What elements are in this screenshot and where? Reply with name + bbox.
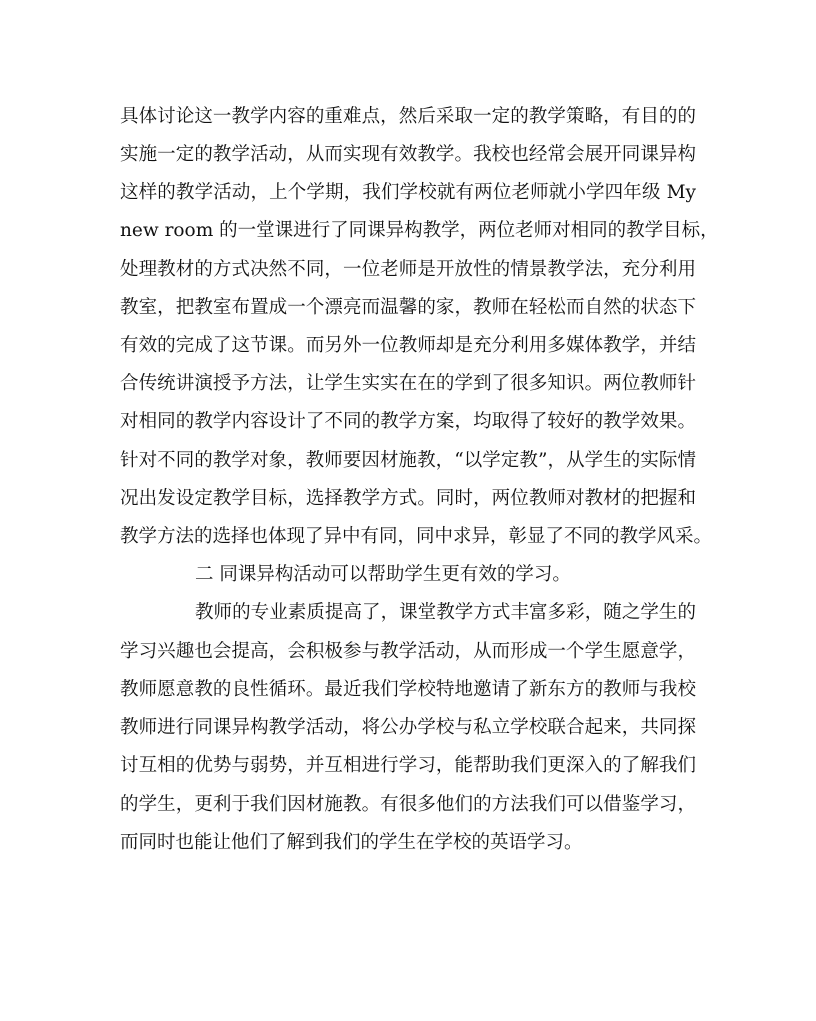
paragraph-line: 而同时也能让他们了解到我们的学生在学校的英语学习。 (120, 832, 583, 853)
paragraph-line: 学习兴趣也会提高，会积极参与教学活动，从而形成一个学生愿意学， (120, 641, 696, 662)
paragraph-line: 教学方法的选择也体现了异中有同，同中求异，彰显了不同的教学风采。 (120, 526, 713, 547)
paragraph-line: 有效的完成了这节课。而另外一位教师却是充分利用多媒体教学，并结 (120, 335, 696, 356)
section-heading: 二 同课异构活动可以帮助学生更有效的学习。 (195, 564, 571, 585)
paragraph-line: 教室，把教室布置成一个漂亮而温馨的家，教师在轻松而自然的状态下 (120, 297, 696, 318)
paragraph-line: 对相同的教学内容设计了不同的教学方案，均取得了较好的教学效果。 (120, 411, 696, 432)
paragraph-line: 处理教材的方式决然不同，一位老师是开放性的情景教学法，充分利用 (120, 259, 696, 280)
paragraph-line: 具体讨论这一教学内容的重难点，然后采取一定的教学策略，有目的的 (120, 106, 696, 127)
paragraph-line: 实施一定的教学活动，从而实现有效教学。我校也经常会展开同课异构 (120, 144, 696, 165)
paragraph-line: 的学生，更利于我们因材施教。有很多他们的方法我们可以借鉴学习， (120, 794, 696, 815)
paragraph-line: 针对不同的教学对象，教师要因材施教，“以学定教”，从学生的实际情 (120, 450, 696, 471)
paragraph-line: 合传统讲演授予方法，让学生实实在在的学到了很多知识。两位教师针 (120, 373, 696, 394)
paragraph-line: 讨互相的优势与弱势，并互相进行学习，能帮助我们更深入的了解我们 (120, 755, 696, 776)
paragraph-line: 教师的专业素质提高了，课堂教学方式丰富多彩，随之学生的 (195, 602, 696, 623)
paragraph-line: new room 的一堂课进行了同课异构教学，两位老师对相同的教学目标， (120, 220, 719, 241)
paragraph-line: 况出发设定教学目标，选择教学方式。同时，两位教师对教材的把握和 (120, 488, 696, 509)
paragraph-line: 教师进行同课异构教学活动，将公办学校与私立学校联合起来，共同探 (120, 717, 696, 738)
paragraph-line: 这样的教学活动，上个学期，我们学校就有两位老师就小学四年级 My (120, 182, 696, 203)
paragraph-line: 教师愿意教的良性循环。最近我们学校特地邀请了新东方的教师与我校 (120, 679, 696, 700)
